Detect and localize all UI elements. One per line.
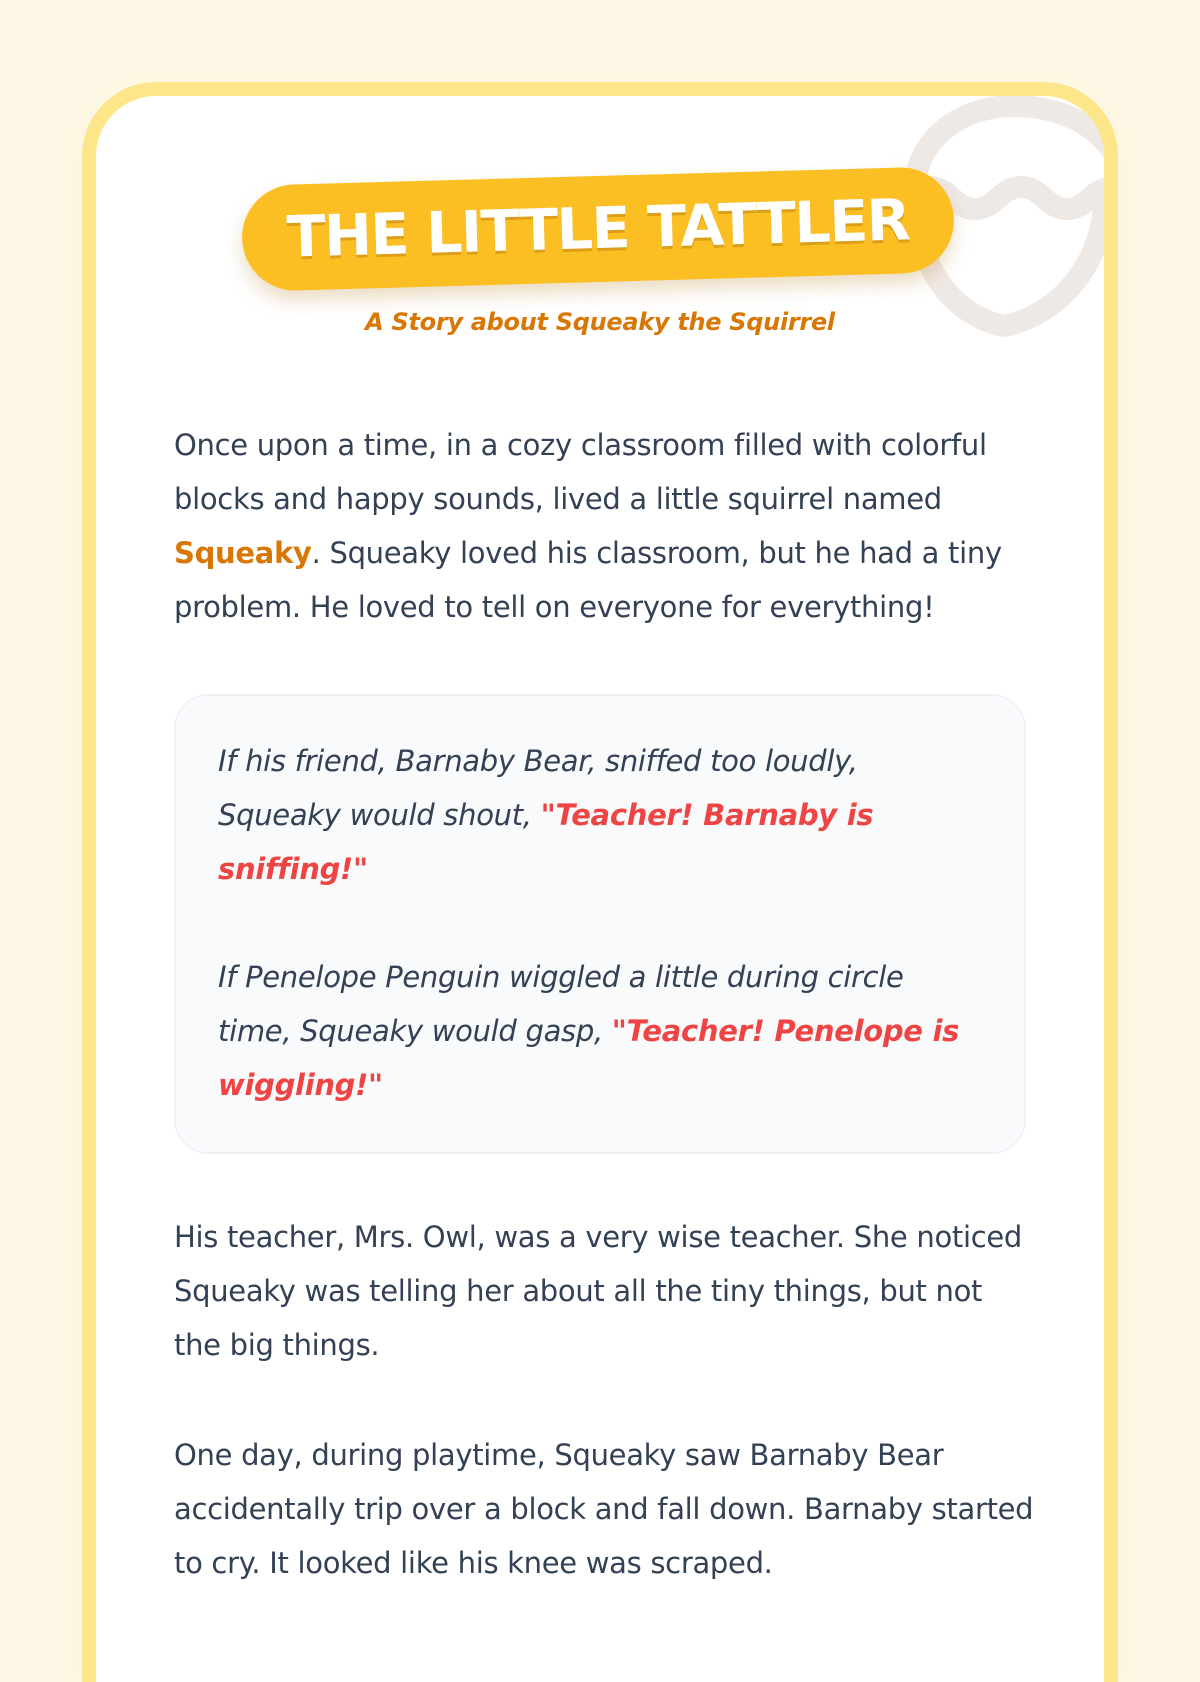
story-paragraph-3: One day, during playtime, Squeaky saw Barnaby Bear accidentally trip over a block and fall down. Barnaby started to cry. It looked like his knee was scraped.	[174, 1438, 1034, 1580]
title-banner	[241, 166, 956, 292]
callout-text: If Penelope Penguin wiggled a little during circle time, Squeaky would gasp,	[218, 960, 904, 1048]
paragraph-text: . Squeaky loved his classroom, but he had a tiny problem. He loved to tell on everyone for everything!	[174, 536, 1002, 624]
page-title: THE LITTLE TATTLER	[285, 187, 911, 271]
page-subtitle: A Story about Squeaky the Squirrel	[365, 308, 835, 336]
callout-quote: "Teacher! Penelope is wiggling!"	[218, 1014, 960, 1102]
example-callout	[174, 694, 1026, 1154]
callout-quote: "Teacher! Barnaby is sniffing!"	[218, 798, 874, 886]
callout-item	[218, 950, 984, 1112]
story-card	[82, 82, 1118, 1682]
story-paragraph-2: His teacher, Mrs. Owl, was a very wise teacher. She noticed Squeaky was telling her about all the tiny things, but not the big things.	[174, 1220, 1023, 1362]
paragraph-text: Once upon a time, in a cozy classroom filled with colorful blocks and happy sounds, lived a little squirrel named	[174, 428, 987, 516]
callout-item	[218, 734, 984, 896]
story-body	[174, 418, 1034, 1590]
character-name: Squeaky	[174, 536, 312, 570]
callout-text: If his friend, Barnaby Bear, sniffed too loudly, Squeaky would shout,	[218, 744, 858, 832]
story-paragraph-1	[174, 418, 1034, 634]
